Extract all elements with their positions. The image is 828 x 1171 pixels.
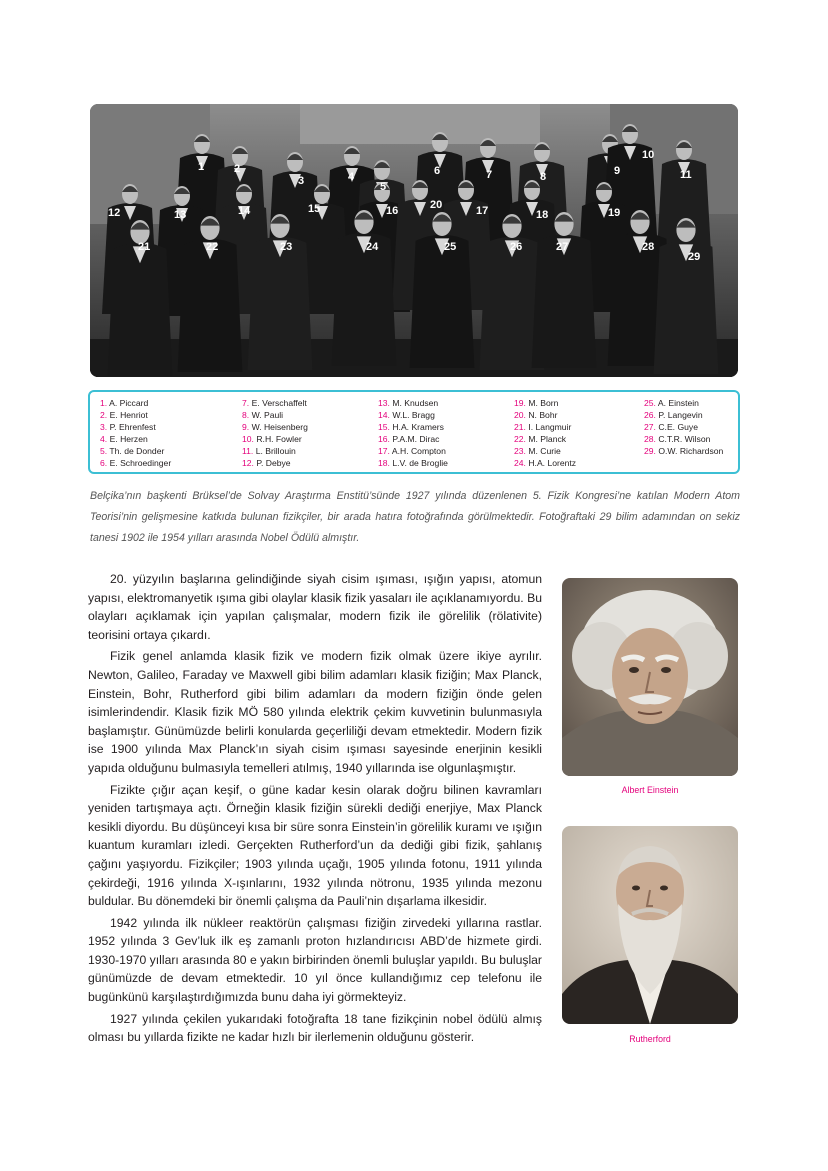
einstein-portrait-drawing	[562, 578, 738, 776]
name-entry: 21. I. Langmuir	[514, 422, 572, 432]
photo-number-label: 19	[608, 207, 621, 219]
photo-number-label: 24	[366, 241, 379, 253]
name-entry: 25. A. Einstein	[644, 398, 699, 408]
photo-number-label: 7	[486, 169, 493, 181]
einstein-portrait	[562, 578, 738, 776]
body-text	[88, 570, 542, 1050]
photo-number-label: 8	[540, 171, 547, 183]
photo-number-label: 6	[434, 165, 441, 177]
photo-number-label: 29	[688, 251, 701, 263]
name-entry: 29. O.W. Richardson	[644, 446, 724, 456]
name-entry: 6. E. Schroedinger	[100, 458, 172, 468]
photo-caption: Belçika’nın başkenti Brüksel’de Solvay Araştırma Enstitü’sünde 1927 yılında düzenlenen 5. Fizik Kongresi’ne katılan Modern Atom Teorisi’nin gelişmesine katkıda bulunan fizikçiler, bir arada hatıra fotoğrafında görülmektedir. Fotoğraftaki 29 bilim adamından on sekiz tanesi 1902 ile 1954 yılları arasında Nobel Ödülü almıştır.	[90, 490, 740, 544]
photo-number-label: 9	[614, 165, 621, 177]
photo-number-label: 28	[642, 241, 655, 253]
name-entry: 27. C.E. Guye	[644, 422, 698, 432]
photo-number-label: 14	[238, 205, 251, 217]
names-column-4	[514, 397, 576, 469]
solvay-group-photo	[90, 104, 738, 377]
photo-number-label: 26	[510, 241, 523, 253]
name-entry: 20. N. Bohr	[514, 410, 558, 420]
photo-number-label: 3	[298, 175, 305, 187]
name-entry: 18. L.V. de Broglie	[378, 458, 448, 468]
photo-number-label: 1	[198, 161, 205, 173]
paragraph: Fizik genel anlamda klasik fizik ve modern fizik olmak üzere ikiye ayrılır. Newton, Galileo, Faraday ve Maxwell gibi bilim adamları klasik fiziğin; Max Planck, Einstein, Bohr, Rutherford gibi bilim adamları da modern fiziğin önde gelen isimlerindendir. Klasik fizik MÖ 580 yılında elektrik çekim kuvvetinin bulunmasıyla başlamıştır. Günümüzde belirli konularda geçerliliği devam etmektedir. Modern fizik ise 1900 yılında Max Planck’ın siyah cisim ışıması sayesinde enerjinin kesikli yapıda olduğunu bulmasıyla temelleri atılmış, 1940 yıllarında ise olgunlaşmıştır.	[88, 649, 542, 775]
rutherford-caption: Rutherford	[629, 1034, 671, 1044]
photo-number-label: 20	[430, 199, 443, 211]
photo-number-label: 22	[206, 241, 219, 253]
group-photo-drawing	[90, 104, 738, 377]
photo-number-label: 17	[476, 205, 489, 217]
paragraph: Fizikte çığır açan keşif, o güne kadar kesin olarak doğru bilinen kavramları yeniden tartışmaya açtı. Örneğin klasik fiziğin sürekli dediği enerjiye, Max Planck kesikli diyordu. Bu düşünceyi kısa bir süre sonra Einstein’in görelilik kuramı ve ışığın kuantum kuramları izledi. Gerçekten Rutherford’un da dediği gibi fizik, şahlanış çağını yaşıyordu. Fizikçiler; 1903 yılında uçağı, 1905 yılında fotonu, 1911 yılında çekirdeği, 1916 yılında X-ışınlarını, 1932 yılında nötronu, 1935 yılında mezonu buldular. Bu dönemdeki bir önemli çalışma da Pauli’nin dışarlama ilkesidir.	[88, 782, 542, 909]
paragraph: 1927 yılında çekilen yukarıdaki fotoğrafta 18 tane fizikçinin nobel ödülü almış olması bu yıllarda fizikte ne kadar hızlı bir ilerlemenin olduğunu gösterir.	[88, 1011, 542, 1045]
photo-number-label: 21	[138, 241, 151, 253]
name-entry: 13. M. Knudsen	[378, 398, 439, 408]
photo-number-label: 15	[308, 203, 321, 215]
photo-number-label: 12	[108, 207, 121, 219]
photo-number-label: 16	[386, 205, 399, 217]
einstein-caption: Albert Einstein	[621, 785, 679, 795]
photo-number-label: 10	[642, 149, 655, 161]
paragraph: 1942 yılında ilk nükleer reaktörün çalışması fiziğin zirvedeki yıllarına rastlar. 1952 yılında 3 Gev’luk ilk eş zamanlı proton hızlandırıcısı ABD’de hizmete girdi. 1930-1970 yılları arasında 80 e yakın birbirinden önemli buluşlar yapıldı. Bu buluşlar günümüzde de devam etmektedir. 10 yıl önce kullandığımız cep telefonu ile bugünkünü karşılaştırdığımızda bunu daha iyi görmekteyiz.	[88, 915, 542, 1005]
names-column-5	[644, 397, 723, 457]
name-entry: 2. E. Henriot	[100, 410, 148, 420]
name-entry: 17. A.H. Compton	[378, 446, 446, 456]
name-entry: 1. A. Piccard	[100, 398, 149, 408]
physicist-names-legend	[88, 390, 740, 474]
name-entry: 10. R.H. Fowler	[242, 434, 302, 444]
rutherford-portrait	[562, 826, 738, 1024]
names-column-2	[242, 397, 308, 469]
name-entry: 3. P. Ehrenfest	[100, 422, 156, 432]
name-entry: 11. L. Brillouin	[242, 446, 296, 456]
names-column-3	[378, 397, 448, 469]
name-entry: 8. W. Pauli	[242, 410, 284, 420]
photo-number-label: 27	[556, 241, 569, 253]
photo-number-label: 4	[348, 171, 355, 183]
paragraph: 20. yüzyılın başlarına gelindiğinde siyah cisim ışıması, ışığın yapısı, atomun yapısı, elektromanyetik ışıma gibi olaylar klasik fizik yasaları ile açıklanamıyordu. Bu olayları açıklamak için yapılan çalışmalar, modern fizik ile görelilik (rölativite) teorisini ortaya çıkardı.	[88, 572, 542, 642]
photo-number-label: 25	[444, 241, 457, 253]
name-entry: 9. W. Heisenberg	[242, 422, 308, 432]
name-entry: 19. M. Born	[514, 398, 559, 408]
photo-number-label: 5	[380, 181, 387, 193]
name-entry: 22. M. Planck	[514, 434, 567, 444]
name-entry: 5. Th. de Donder	[100, 446, 165, 456]
rutherford-portrait-drawing	[562, 826, 738, 1024]
photo-number-label: 23	[280, 241, 293, 253]
photo-number-label: 13	[174, 209, 187, 221]
name-entry: 14. W.L. Bragg	[378, 410, 435, 420]
name-entry: 28. C.T.R. Wilson	[644, 434, 711, 444]
name-entry: 26. P. Langevin	[644, 410, 703, 420]
name-entry: 12. P. Debye	[242, 458, 291, 468]
name-entry: 24. H.A. Lorentz	[514, 458, 577, 468]
name-entry: 23. M. Curie	[514, 446, 561, 456]
photo-number-label: 11	[680, 169, 692, 181]
name-entry: 7. E. Verschaffelt	[242, 398, 307, 408]
names-column-1	[100, 397, 171, 469]
name-entry: 4. E. Herzen	[100, 434, 148, 444]
name-entry: 16. P.A.M. Dirac	[378, 434, 440, 444]
photo-number-label: 2	[234, 163, 241, 175]
photo-number-label: 18	[536, 209, 549, 221]
name-entry: 15. H.A. Kramers	[378, 422, 444, 432]
